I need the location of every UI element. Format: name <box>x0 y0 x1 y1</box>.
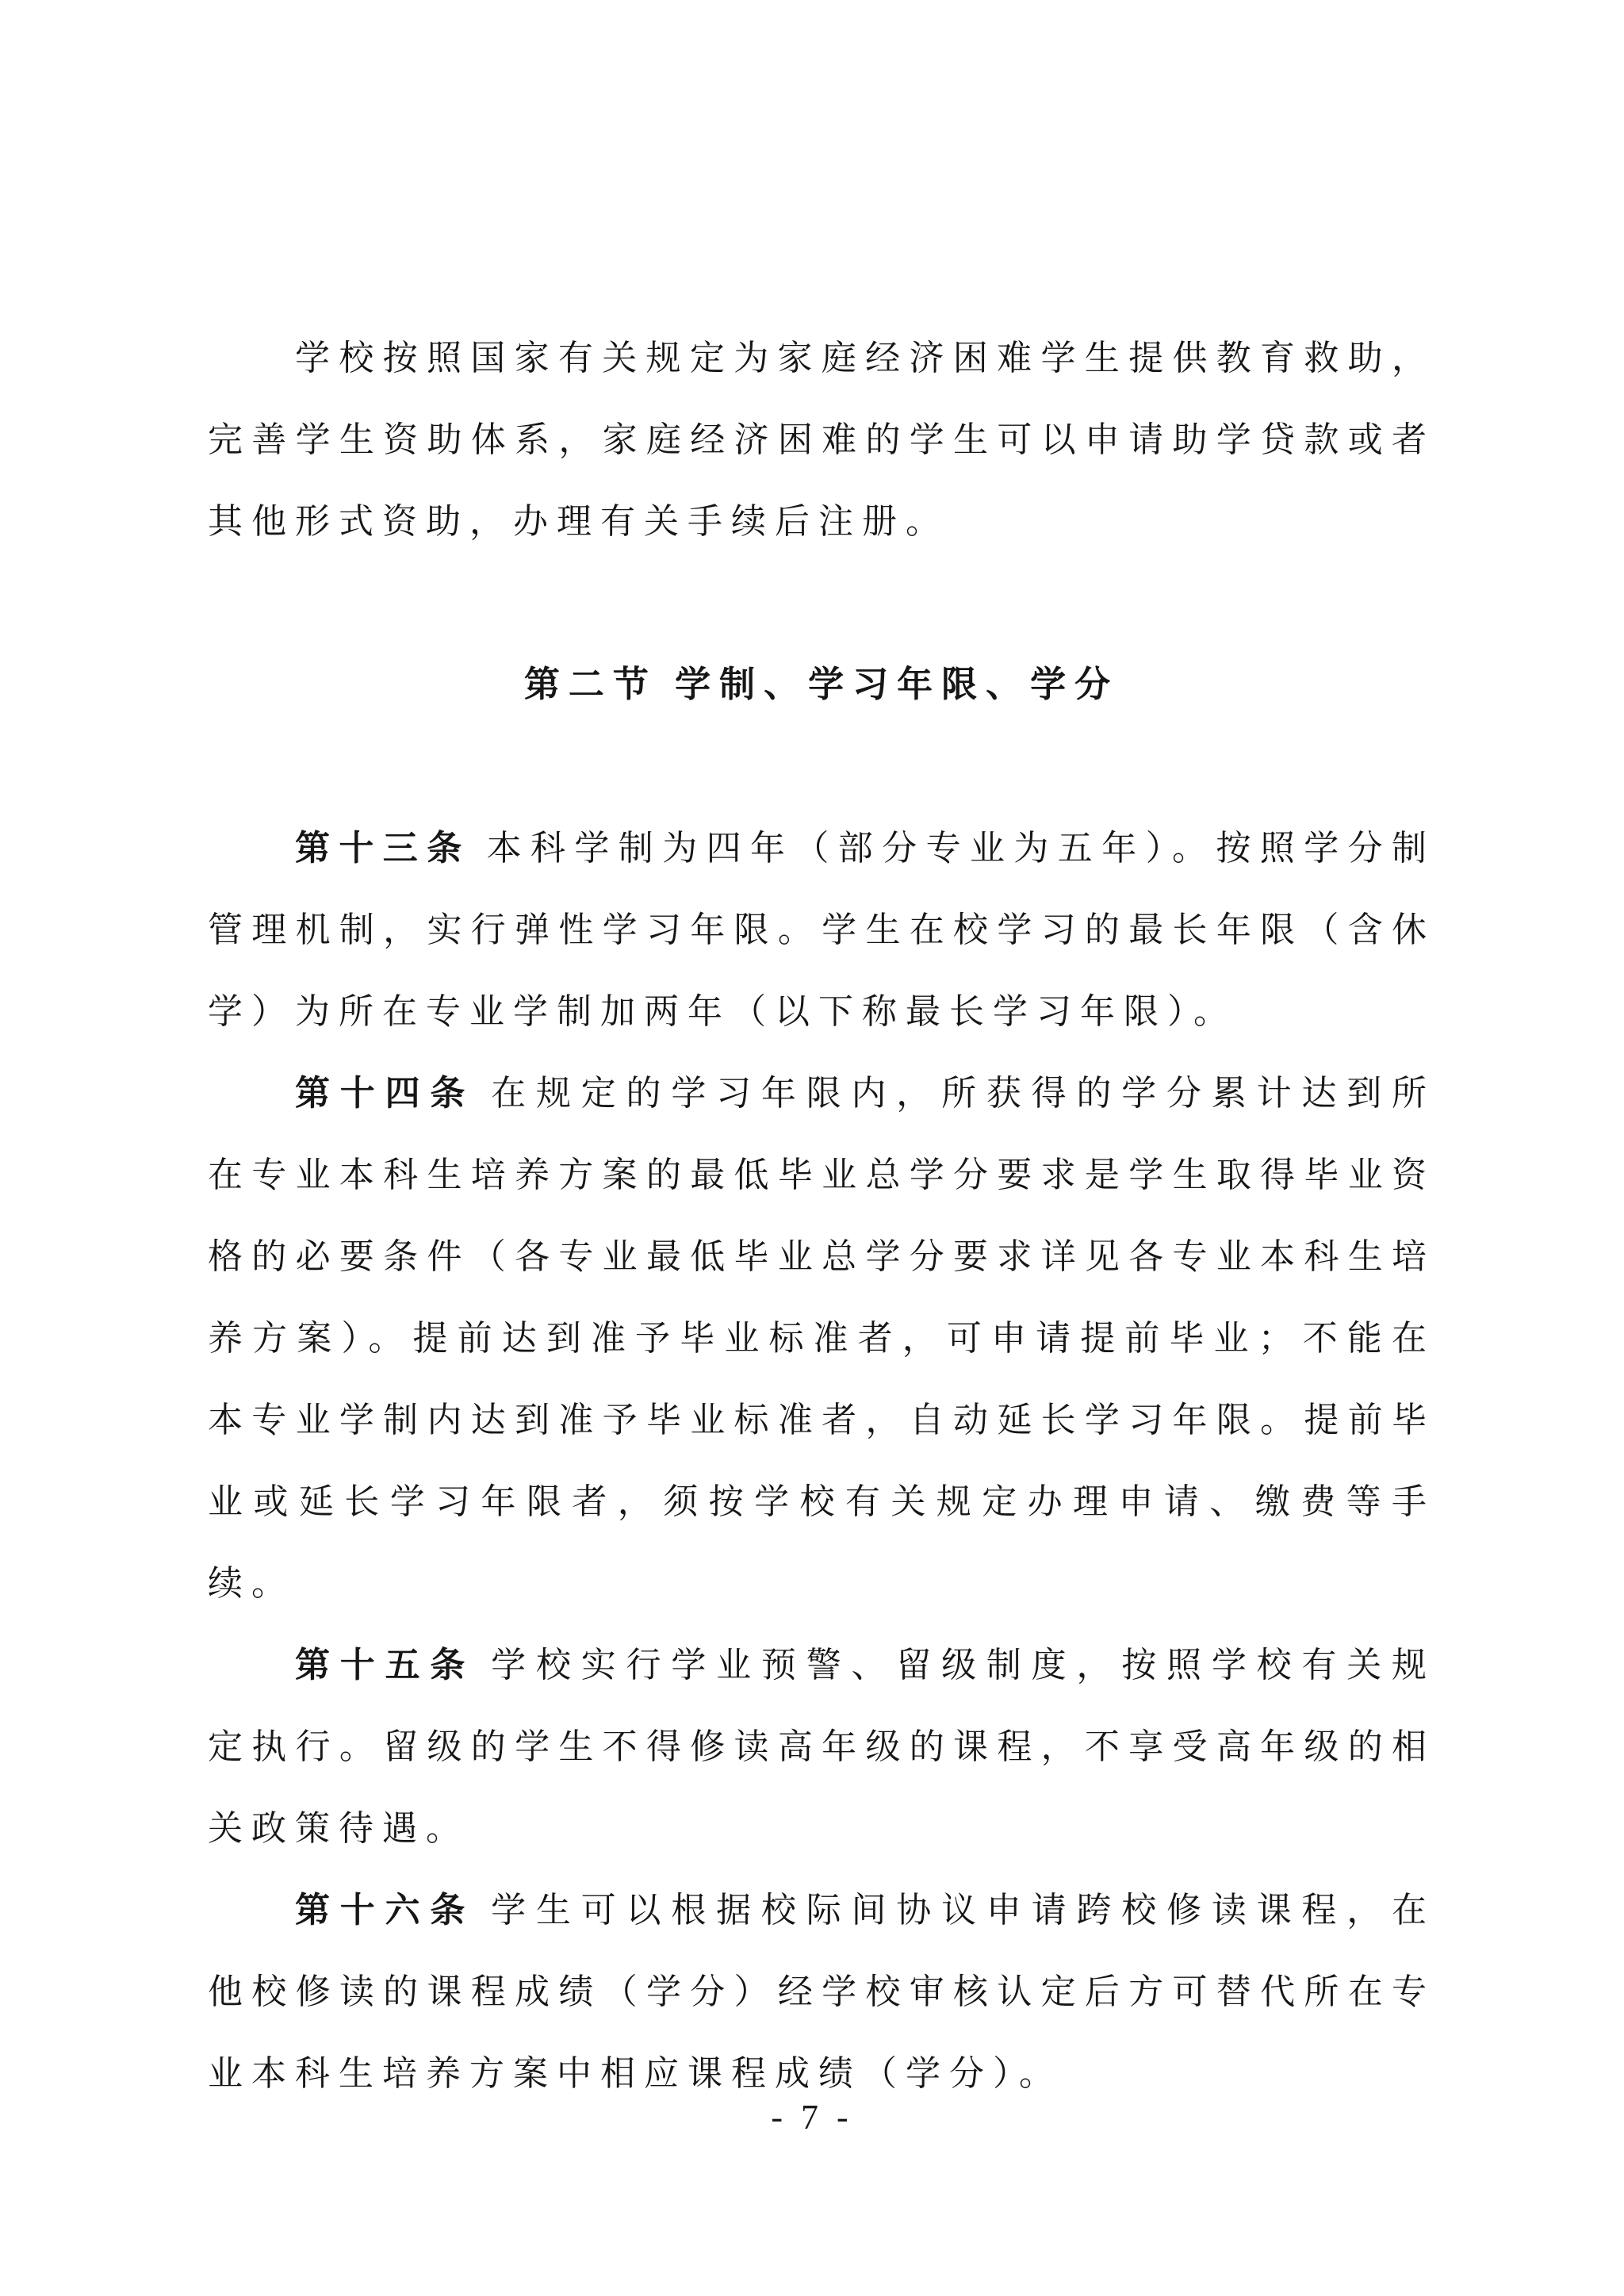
article-14-number: 第十四条 <box>295 1074 476 1113</box>
article-15-text: 学校实行学业预警、留级制度，按照学校有关规定执行。留级的学生不得修读高年级的课程，不享受高年级的相关政策待遇。 <box>208 1646 1436 1848</box>
article-14-paragraph <box>208 1052 1435 1624</box>
article-15-paragraph <box>208 1624 1435 1869</box>
article-16-number: 第十六条 <box>295 1891 476 1930</box>
article-13-paragraph <box>208 807 1435 1052</box>
intro-paragraph: 学校按照国家有关规定为家庭经济困难学生提供教育救助，完善学生资助体系，家庭经济困难的学生可以申请助学贷款或者其他形式资助，办理有关手续后注册。 <box>208 339 1435 541</box>
section-heading: 第二节 学制、学习年限、学分 <box>523 665 1120 704</box>
page-content <box>208 317 1435 2114</box>
article-13-number: 第十三条 <box>295 829 471 868</box>
page-number: - 7 - <box>771 2098 853 2137</box>
article-14-text: 在规定的学习年限内，所获得的学分累计达到所在专业本科生培养方案的最低毕业总学分要求是学生取得毕业资格的必要条件（各专业最低毕业总学分要求详见各专业本科生培养方案）。提前达到准予毕业标准者，可申请提前毕业；不能在本专业学制内达到准予毕业标准者，自动延长学习年限。提前毕业或延长学习年限者，须按学校有关规定办理申请、缴费等手续。 <box>208 1074 1436 1603</box>
article-13-text: 本科学制为四年（部分专业为五年）。按照学分制管理机制，实行弹性学习年限。学生在校学习的最长年限（含休学）为所在专业学制加两年（以下称最长学习年限）。 <box>208 829 1436 1031</box>
article-15-number: 第十五条 <box>295 1646 476 1685</box>
article-16-text: 学生可以根据校际间协议申请跨校修读课程，在他校修读的课程成绩（学分）经学校审核认定后方可替代所在专业本科生培养方案中相应课程成绩（学分）。 <box>208 1891 1436 2093</box>
